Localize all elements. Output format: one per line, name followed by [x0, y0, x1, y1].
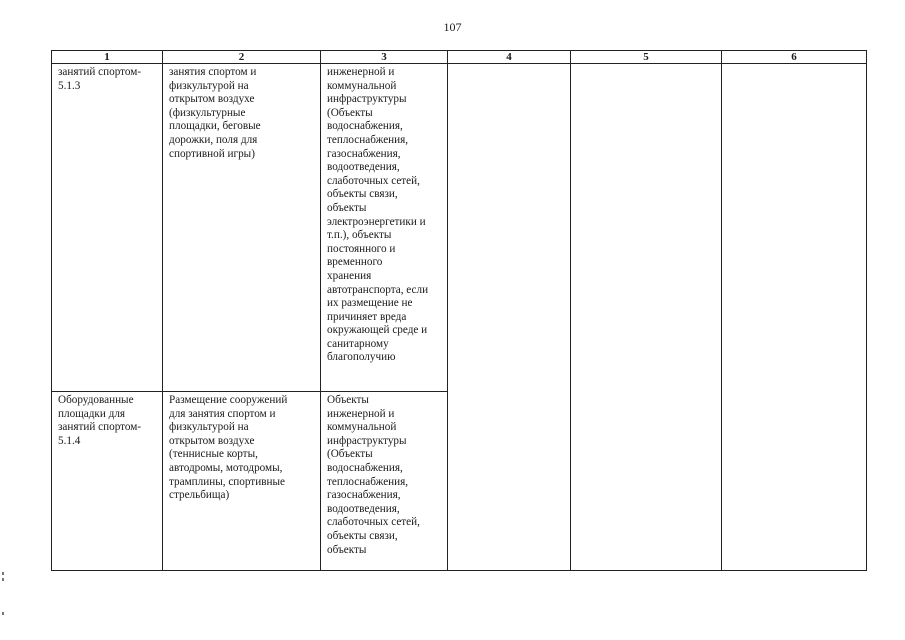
table-cell — [571, 392, 722, 571]
table-cell: занятия спортом и физкультурой на открытом воздухе (физкультурные площадки, беговые дорожки, поля для спортивной игры) — [163, 64, 321, 392]
page-number: 107 — [443, 20, 462, 34]
scan-edge-mark — [2, 572, 4, 575]
column-header-6: 6 — [722, 51, 867, 64]
table-cell — [722, 392, 867, 571]
column-header-2: 2 — [163, 51, 321, 64]
column-header-4: 4 — [448, 51, 571, 64]
table-cell: Оборудованные площадки для занятий спортом- 5.1.4 — [52, 392, 163, 571]
table-cell — [571, 64, 722, 392]
table-cell — [722, 64, 867, 392]
data-table — [51, 50, 867, 571]
column-header-3: 3 — [321, 51, 448, 64]
table-cell: инженерной и коммунальной инфраструктуры (Объекты водоснабжения, теплоснабжения, газоснабжения, водоотведения, слаботочных сетей, объекты связи, объекты электроэнергетики и т.п.), объекты постоянного и временного хранения автотранспорта, если их размещение не причиняет вреда окружающей среде и санитарному благополучию — [321, 64, 448, 392]
column-header-1: 1 — [52, 51, 163, 64]
table-header-row — [52, 51, 867, 64]
table-cell: Объекты инженерной и коммунальной инфраструктуры (Объекты водоснабжения, теплоснабжения, газоснабжения, водоотведения, слаботочных сетей, объекты связи, объекты — [321, 392, 448, 571]
table-cell: занятий спортом- 5.1.3 — [52, 64, 163, 392]
table-cell — [448, 392, 571, 571]
column-header-5: 5 — [571, 51, 722, 64]
table-row — [52, 392, 867, 571]
table-row — [52, 64, 867, 392]
table-cell: Размещение сооружений для занятия спортом и физкультурой на открытом воздухе (теннисные корты, автодромы, мотодромы, трамплины, спортивные стрельбища) — [163, 392, 321, 571]
scan-edge-mark — [2, 578, 4, 581]
scan-edge-mark — [2, 612, 4, 615]
table-cell — [448, 64, 571, 392]
